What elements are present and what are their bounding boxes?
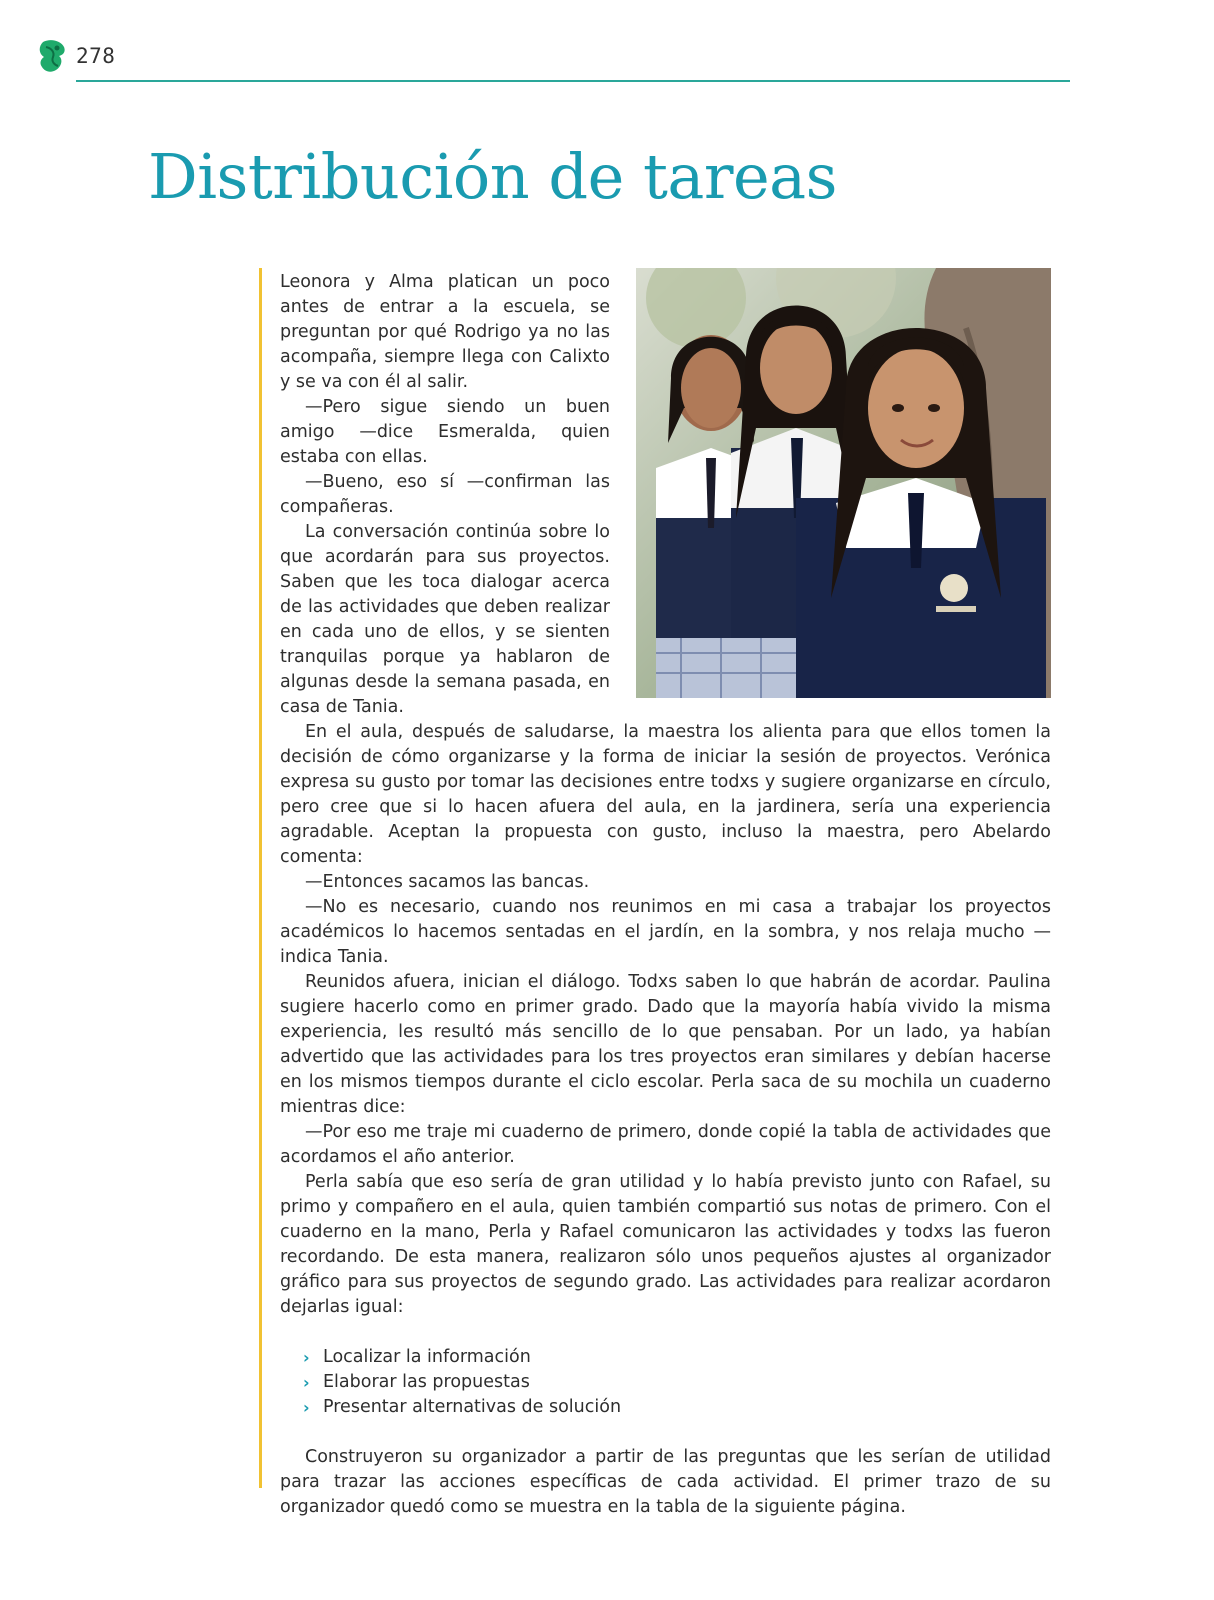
paragraph: —No es necesario, cuando nos reunimos en mi casa a trabajar los proyectos académicos lo hacemos sentadas en el jardín, en la sombra, y nos relaja mucho —indica Tania. [280, 897, 1051, 967]
paragraph: La conversación continúa sobre lo que acordarán para sus proyectos. Saben que les toca dialogar acerca de las actividades que deben realizar en cada uno de ellos, y se sienten tranquilas porque ya hablaron de algunas desde la semana pasada, en casa de Tania. [280, 522, 610, 717]
list-item-label: Presentar alternativas de solución [323, 1397, 622, 1417]
list-item [303, 1345, 1051, 1370]
paragraph: Perla sabía que eso sería de gran utilidad y lo había previsto junto con Rafael, su primo y compañero en el aula, quien también compartió sus notas de primero. Con el cuaderno en la mano, Perla y Rafael comunicaron las actividades y todxs las fueron recordando. De esta manera, realizaron sólo unos pequeños ajustes al organizador gráfico para sus proyectos de segundo grado. Las actividades para realizar acordaron dejarlas igual: [280, 1172, 1051, 1317]
paragraph: —Bueno, eso sí —confirman las compañeras. [280, 472, 610, 517]
list-item [303, 1395, 1051, 1420]
margin-rule [259, 268, 262, 1488]
paragraph: En el aula, después de saludarse, la maestra los alienta para que ellos tomen la decisión de cómo organizarse y la forma de iniciar la sesión de proyectos. Verónica expresa su gusto por tomar las decisiones entre todxs y sugiere organizarse en círculo, pero cree que si lo hacen afuera del aula, en la jardinera, sería una experiencia agradable. Aceptan la propuesta con gusto, incluso la maestra, pero Abelardo comenta: [280, 722, 1051, 867]
page-title: Distribución de tareas [148, 140, 837, 213]
chevron-right-icon: › [303, 1373, 310, 1392]
paragraph: Reunidos afuera, inician el diálogo. Todxs saben lo que habrán de acordar. Paulina sugiere hacerlo como en primer grado. Dado que la mayoría había vivido la misma experiencia, les resultó más sencillo de lo que pensaban. Por un lado, ya habían advertido que las actividades para los tres proyectos eran similares y debían hacerse en los mismos tiempos durante el ciclo escolar. Perla saca de su mochila un cuaderno mientras dice: [280, 972, 1051, 1117]
chevron-right-icon: › [303, 1348, 310, 1367]
paragraph: —Por eso me traje mi cuaderno de primero, donde copié la tabla de actividades que acordamos el año anterior. [280, 1122, 1051, 1167]
list-item-label: Elaborar las propuestas [323, 1372, 530, 1392]
activity-list [280, 1345, 1051, 1420]
page-number: 278 [76, 44, 116, 68]
paragraph: Leonora y Alma platican un poco antes de entrar a la escuela, se preguntan por qué Rodrigo ya no las acompaña, siempre llega con Calixto y se va con él al salir. [280, 272, 610, 392]
article-body [280, 270, 1051, 1520]
paragraph: —Pero sigue siendo un buen amigo —dice Esmeralda, quien estaba con ellas. [280, 397, 610, 467]
list-item [303, 1370, 1051, 1395]
header-rule [76, 80, 1070, 82]
list-item-label: Localizar la información [323, 1347, 531, 1367]
intro-column [280, 270, 610, 720]
paragraph: —Entonces sacamos las bancas. [305, 872, 590, 892]
green-leaf-logo-icon [37, 39, 67, 73]
closing-paragraph: Construyeron su organizador a partir de las preguntas que les serían de utilidad para trazar las acciones específicas de cada actividad. El primer trazo de su organizador quedó como se muestra en la tabla de la siguiente página. [280, 1447, 1051, 1517]
chevron-right-icon: › [303, 1398, 310, 1417]
